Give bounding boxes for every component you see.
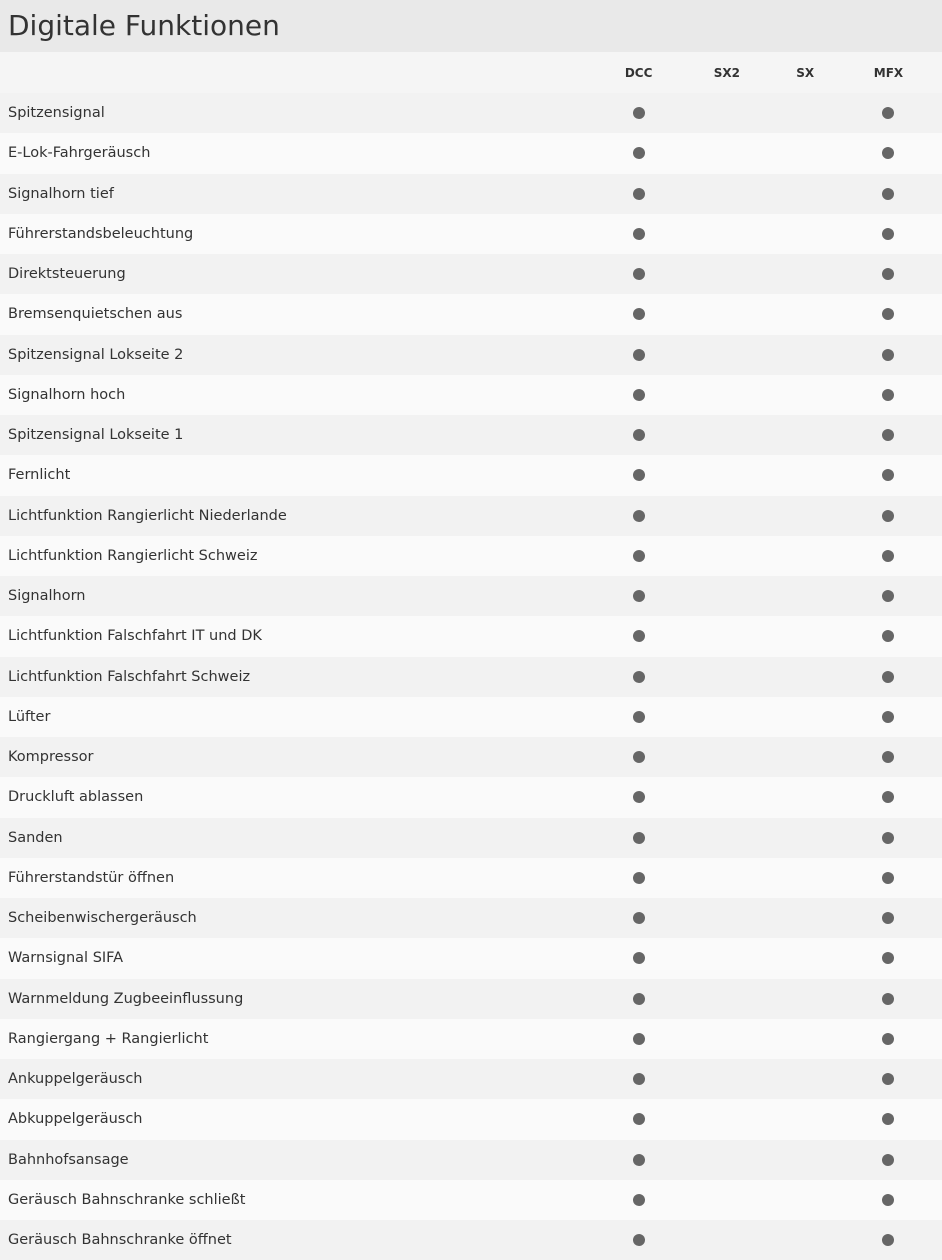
function-name: Signalhorn tief xyxy=(8,185,114,202)
support-cell-dcc xyxy=(599,1033,678,1045)
supported-dot-icon xyxy=(633,188,645,200)
supported-dot-icon xyxy=(882,1033,894,1045)
support-cell-dcc xyxy=(599,993,678,1005)
supported-dot-icon xyxy=(882,308,894,320)
function-name: Druckluft ablassen xyxy=(8,789,144,806)
table-row xyxy=(0,335,942,375)
supported-dot-icon xyxy=(633,952,645,964)
supported-dot-icon xyxy=(633,1033,645,1045)
supported-dot-icon xyxy=(882,268,894,280)
support-cell-mfx xyxy=(835,832,942,844)
table-row xyxy=(0,415,942,455)
support-cell-dcc xyxy=(599,429,678,441)
support-cell-dcc xyxy=(599,510,678,522)
supported-dot-icon xyxy=(633,107,645,119)
column-header-sx2: SX2 xyxy=(713,65,740,80)
support-cell-mfx xyxy=(835,389,942,401)
function-name: Ankuppelgeräusch xyxy=(8,1071,143,1088)
table-row xyxy=(0,496,942,536)
function-name: Führerstandsbeleuchtung xyxy=(8,225,194,242)
function-name: Geräusch Bahnschranke schließt xyxy=(8,1191,246,1208)
supported-dot-icon xyxy=(633,1073,645,1085)
supported-dot-icon xyxy=(882,429,894,441)
support-cell-dcc xyxy=(599,550,678,562)
supported-dot-icon xyxy=(882,349,894,361)
supported-dot-icon xyxy=(882,993,894,1005)
support-cell-dcc xyxy=(599,1234,678,1246)
support-cell-dcc xyxy=(599,107,678,119)
supported-dot-icon xyxy=(882,671,894,683)
support-cell-mfx xyxy=(835,630,942,642)
supported-dot-icon xyxy=(633,469,645,481)
table-row xyxy=(0,536,942,576)
table-row xyxy=(0,214,942,254)
table-row xyxy=(0,858,942,898)
table-row xyxy=(0,737,942,777)
support-cell-dcc xyxy=(599,791,678,803)
supported-dot-icon xyxy=(882,912,894,924)
support-cell-mfx xyxy=(835,711,942,723)
function-name: Lichtfunktion Falschfahrt IT und DK xyxy=(8,628,262,645)
support-cell-mfx xyxy=(835,268,942,280)
supported-dot-icon xyxy=(633,912,645,924)
support-cell-dcc xyxy=(599,751,678,763)
support-cell-dcc xyxy=(599,1113,678,1125)
supported-dot-icon xyxy=(633,751,645,763)
support-cell-mfx xyxy=(835,308,942,320)
supported-dot-icon xyxy=(633,510,645,522)
support-cell-dcc xyxy=(599,590,678,602)
support-cell-dcc xyxy=(599,1073,678,1085)
support-cell-mfx xyxy=(835,590,942,602)
support-cell-mfx xyxy=(835,469,942,481)
supported-dot-icon xyxy=(633,1234,645,1246)
supported-dot-icon xyxy=(882,510,894,522)
function-name: Scheibenwischergeräusch xyxy=(8,910,197,927)
supported-dot-icon xyxy=(882,1073,894,1085)
support-cell-dcc xyxy=(599,228,678,240)
support-cell-dcc xyxy=(599,671,678,683)
column-header-dcc: DCC xyxy=(624,65,653,80)
function-name: Geräusch Bahnschranke öffnet xyxy=(8,1232,232,1249)
support-cell-mfx xyxy=(835,993,942,1005)
function-name: Direktsteuerung xyxy=(8,266,126,283)
function-name: Bahnhofsansage xyxy=(8,1151,129,1168)
table-row xyxy=(0,133,942,173)
table-row xyxy=(0,697,942,737)
table-row xyxy=(0,576,942,616)
support-cell-dcc xyxy=(599,832,678,844)
supported-dot-icon xyxy=(882,1154,894,1166)
supported-dot-icon xyxy=(882,872,894,884)
supported-dot-icon xyxy=(882,550,894,562)
supported-dot-icon xyxy=(882,1113,894,1125)
supported-dot-icon xyxy=(882,751,894,763)
supported-dot-icon xyxy=(633,671,645,683)
function-name: Lüfter xyxy=(8,708,51,725)
supported-dot-icon xyxy=(633,872,645,884)
function-name: Signalhorn hoch xyxy=(8,386,126,403)
supported-dot-icon xyxy=(882,188,894,200)
function-name: Fernlicht xyxy=(8,467,71,484)
function-name: Sanden xyxy=(8,829,63,846)
support-cell-dcc xyxy=(599,308,678,320)
functions-table xyxy=(0,52,942,1260)
function-name: Abkuppelgeräusch xyxy=(8,1111,143,1128)
support-cell-dcc xyxy=(599,711,678,723)
support-cell-dcc xyxy=(599,188,678,200)
support-cell-mfx xyxy=(835,107,942,119)
support-cell-mfx xyxy=(835,188,942,200)
page-title: Digitale Funktionen xyxy=(0,0,942,52)
supported-dot-icon xyxy=(882,791,894,803)
supported-dot-icon xyxy=(882,952,894,964)
supported-dot-icon xyxy=(633,228,645,240)
function-name: Spitzensignal xyxy=(8,105,105,122)
supported-dot-icon xyxy=(882,469,894,481)
support-cell-mfx xyxy=(835,510,942,522)
supported-dot-icon xyxy=(882,630,894,642)
function-name: Spitzensignal Lokseite 1 xyxy=(8,427,184,444)
support-cell-mfx xyxy=(835,1033,942,1045)
support-cell-mfx xyxy=(835,147,942,159)
support-cell-mfx xyxy=(835,1234,942,1246)
table-row xyxy=(0,898,942,938)
function-name: Führerstandstür öffnen xyxy=(8,869,175,886)
supported-dot-icon xyxy=(882,590,894,602)
support-cell-dcc xyxy=(599,1154,678,1166)
supported-dot-icon xyxy=(882,1234,894,1246)
support-cell-dcc xyxy=(599,630,678,642)
support-cell-mfx xyxy=(835,1073,942,1085)
table-row xyxy=(0,616,942,656)
function-name: E-Lok-Fahrgeräusch xyxy=(8,145,151,162)
function-name: Lichtfunktion Falschfahrt Schweiz xyxy=(8,668,251,685)
supported-dot-icon xyxy=(633,1113,645,1125)
supported-dot-icon xyxy=(882,711,894,723)
support-cell-mfx xyxy=(835,791,942,803)
support-cell-mfx xyxy=(835,1194,942,1206)
supported-dot-icon xyxy=(633,590,645,602)
supported-dot-icon xyxy=(633,993,645,1005)
support-cell-dcc xyxy=(599,912,678,924)
table-row xyxy=(0,657,942,697)
supported-dot-icon xyxy=(633,550,645,562)
supported-dot-icon xyxy=(882,1194,894,1206)
function-name: Warnmeldung Zugbeeinflussung xyxy=(8,990,244,1007)
table-row xyxy=(0,818,942,858)
table-row xyxy=(0,1140,942,1180)
function-name: Signalhorn xyxy=(8,588,86,605)
table-row xyxy=(0,1220,942,1260)
supported-dot-icon xyxy=(882,389,894,401)
table-row xyxy=(0,1099,942,1139)
function-name: Lichtfunktion Rangierlicht Niederlande xyxy=(8,507,287,524)
table-row xyxy=(0,294,942,334)
support-cell-mfx xyxy=(835,1154,942,1166)
supported-dot-icon xyxy=(633,389,645,401)
table-row xyxy=(0,979,942,1019)
function-name: Kompressor xyxy=(8,749,94,766)
function-name: Rangiergang + Rangierlicht xyxy=(8,1030,209,1047)
support-cell-dcc xyxy=(599,268,678,280)
support-cell-mfx xyxy=(835,912,942,924)
function-name: Spitzensignal Lokseite 2 xyxy=(8,346,184,363)
support-cell-mfx xyxy=(835,751,942,763)
supported-dot-icon xyxy=(633,308,645,320)
table-row xyxy=(0,174,942,214)
support-cell-mfx xyxy=(835,429,942,441)
function-name: Bremsenquietschen aus xyxy=(8,306,183,323)
table-row xyxy=(0,1019,942,1059)
table-row xyxy=(0,455,942,495)
support-cell-dcc xyxy=(599,872,678,884)
supported-dot-icon xyxy=(633,630,645,642)
support-cell-mfx xyxy=(835,349,942,361)
column-header-sx: SX xyxy=(796,65,815,80)
table-header-row xyxy=(0,52,942,93)
column-header-mfx: MFX xyxy=(873,65,904,80)
support-cell-mfx xyxy=(835,671,942,683)
support-cell-dcc xyxy=(599,147,678,159)
support-cell-mfx xyxy=(835,228,942,240)
supported-dot-icon xyxy=(633,147,645,159)
table-row xyxy=(0,777,942,817)
supported-dot-icon xyxy=(633,832,645,844)
supported-dot-icon xyxy=(633,349,645,361)
support-cell-dcc xyxy=(599,469,678,481)
table-row xyxy=(0,254,942,294)
supported-dot-icon xyxy=(882,147,894,159)
support-cell-mfx xyxy=(835,1113,942,1125)
supported-dot-icon xyxy=(633,791,645,803)
table-body xyxy=(0,93,942,1260)
table-row xyxy=(0,375,942,415)
support-cell-dcc xyxy=(599,1194,678,1206)
table-row xyxy=(0,938,942,978)
support-cell-mfx xyxy=(835,952,942,964)
supported-dot-icon xyxy=(633,268,645,280)
supported-dot-icon xyxy=(633,1154,645,1166)
table-row xyxy=(0,93,942,133)
supported-dot-icon xyxy=(633,711,645,723)
supported-dot-icon xyxy=(633,1194,645,1206)
support-cell-mfx xyxy=(835,872,942,884)
supported-dot-icon xyxy=(633,429,645,441)
support-cell-dcc xyxy=(599,389,678,401)
support-cell-dcc xyxy=(599,349,678,361)
supported-dot-icon xyxy=(882,107,894,119)
table-row xyxy=(0,1059,942,1099)
supported-dot-icon xyxy=(882,832,894,844)
function-name: Lichtfunktion Rangierlicht Schweiz xyxy=(8,547,258,564)
support-cell-mfx xyxy=(835,550,942,562)
function-name: Warnsignal SIFA xyxy=(8,950,124,967)
support-cell-dcc xyxy=(599,952,678,964)
table-row xyxy=(0,1180,942,1220)
supported-dot-icon xyxy=(882,228,894,240)
